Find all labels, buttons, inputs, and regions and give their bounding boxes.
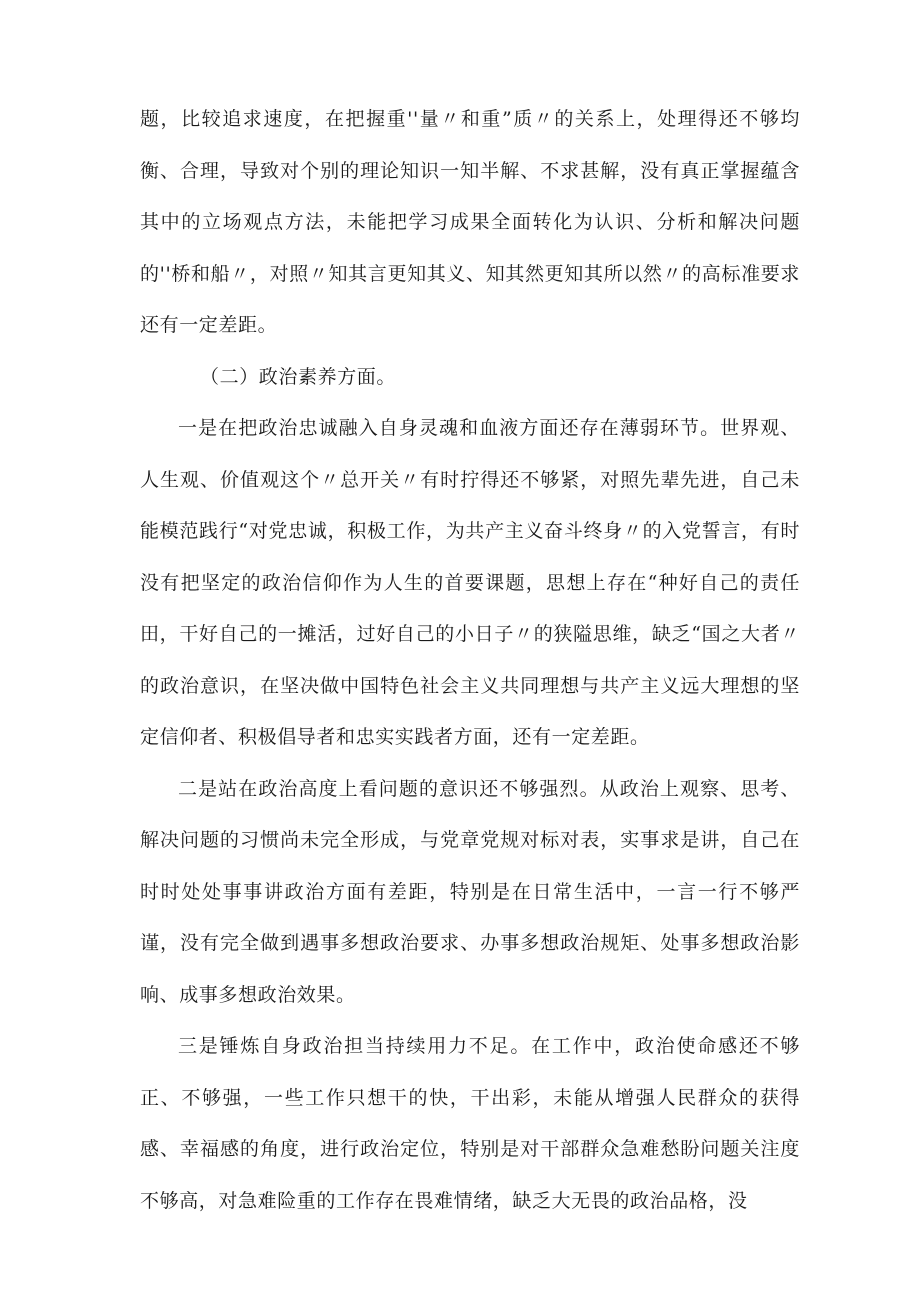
paragraph-political-awareness: 二是站在政治高度上看问题的意识还不够强烈。从政治上观察、思考、解决问题的习惯尚未完全形成，与党章党规对标对表，实事求是讲，自己在时时处处事事讲政治方面有差距，特别是在日常生活中，一言一行不够严谨，没有完全做到遇事多想政治要求、办事多想政治规矩、处事多想政治影响、成事多想政治效果。 [140,777,800,1006]
paragraph-continuation: 题，比较追求速度，在把握重''量〃和重”质〃的关系上，处理得还不够均衡、合理，导致对个别的理论知识一知半解、不求甚解，没有真正掌握蕴含其中的立场观点方法，未能把学习成果全面转化为认识、分析和解决问题的''桥和船〃，对照〃知其言更知其义、知其然更知其所以然〃的高标准要求还有一定差距。 [140,108,800,336]
paragraph-political-responsibility: 三是锤炼自身政治担当持续用力不足。在工作中，政治使命感还不够正、不够强，一些工作只想干的快，干出彩，未能从增强人民群众的获得感、幸福感的角度，进行政治定位，特别是对干部群众急难愁盼问题关注度不够高，对急难险重的工作存在畏难情绪，缺乏大无畏的政治品格，没 [140,1035,800,1212]
paragraph-political-loyalty: 一是在把政治忠诚融入自身灵魂和血液方面还存在薄弱环节。世界观、人生观、价值观这个〃总开关〃有时拧得还不够紧，对照先辈先进，自己未能模范践行“对党忠诚，积极工作，为共产主义奋斗终身〃的入党誓言，有时没有把坚定的政治信仰作为人生的首要课题，思想上存在“种好自己的责任田，干好自己的一摊活，过好自己的小日子〃的狭隘思维，缺乏“国之大者〃的政治意识，在坚决做中国特色社会主义共同理想与共产主义远大理想的坚定信仰者、积极倡导者和忠实实践者方面，还有一定差距。 [140,417,800,748]
document-body [140,94,800,1227]
section-heading-political-literacy: （二）政治素养方面。 [200,365,397,388]
